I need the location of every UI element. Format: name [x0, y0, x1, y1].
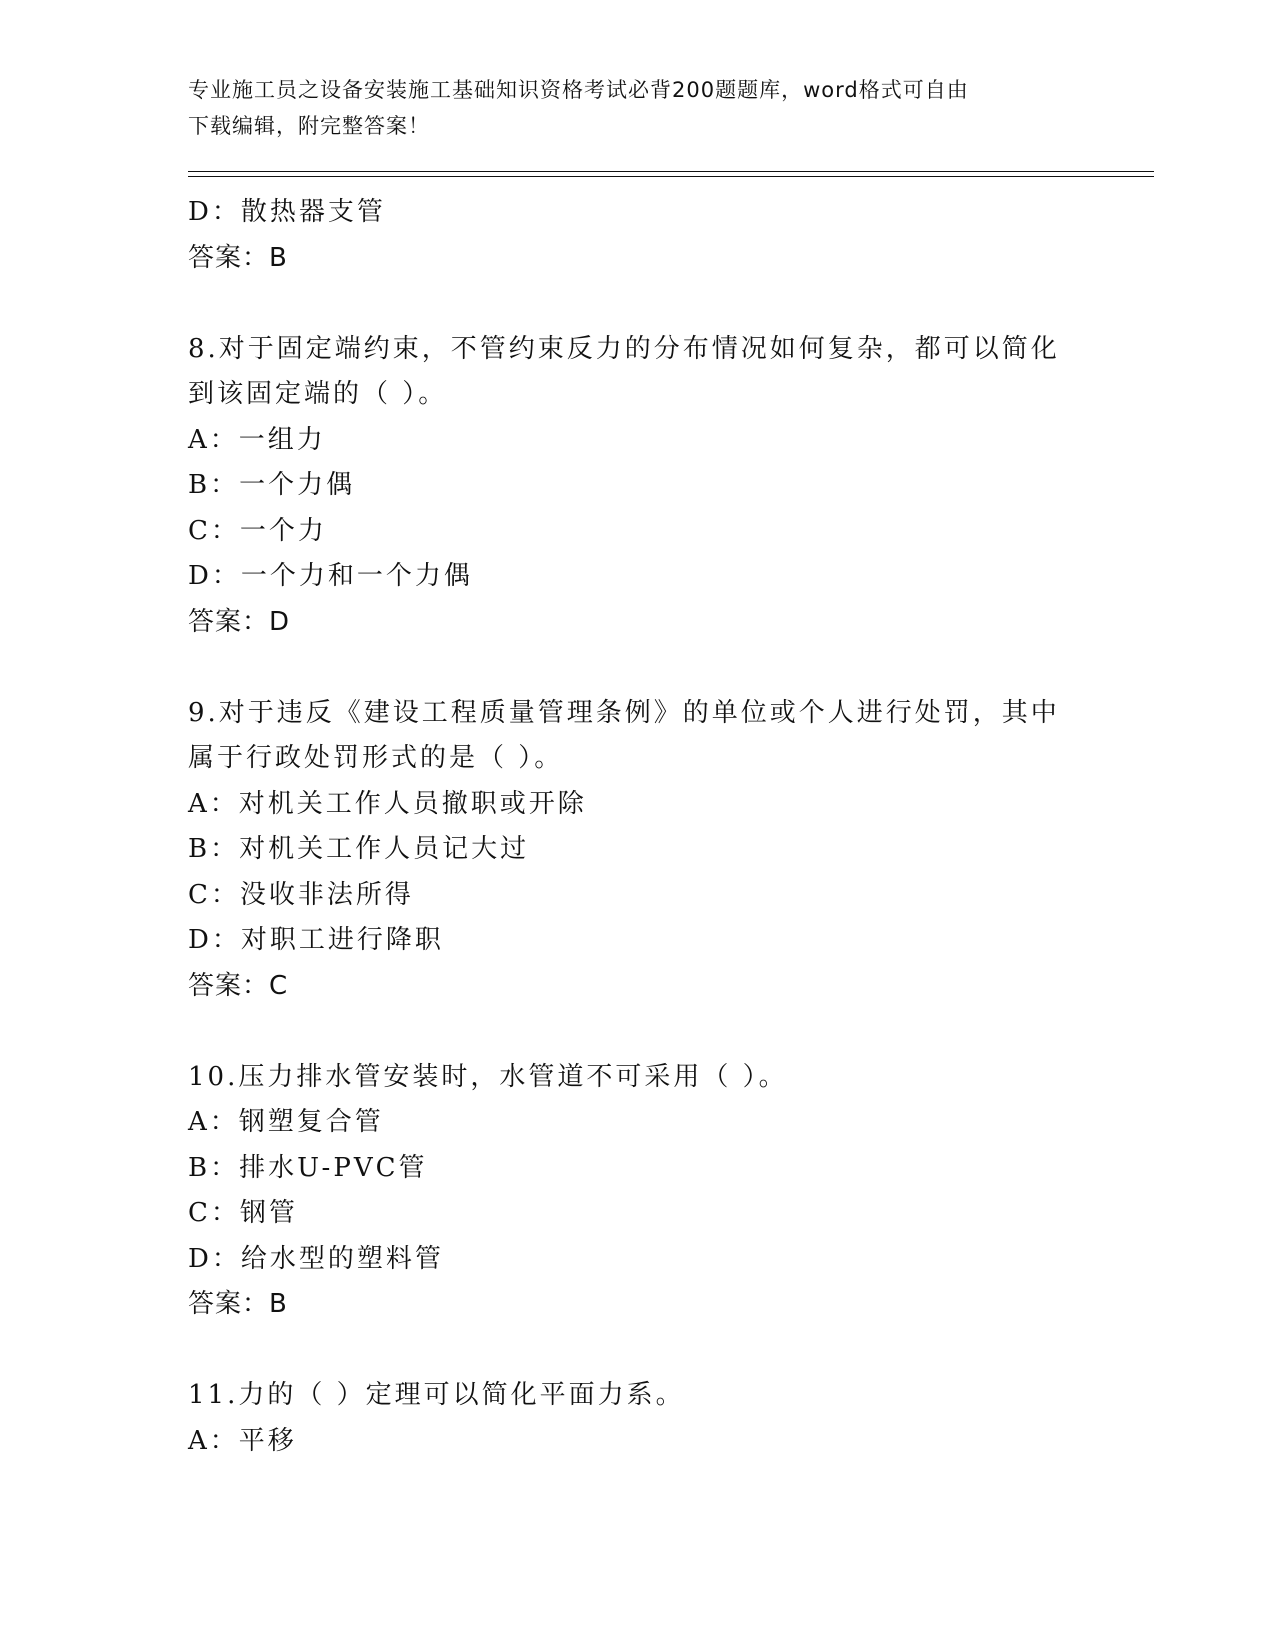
option-d: D：一个力和一个力偶: [188, 561, 473, 591]
question-7-tail: [188, 190, 1088, 281]
question-stem: 8.对于固定端约束，不管约束反力的分布情况如何复杂，都可以简化: [188, 333, 1060, 364]
answer: 答案：D: [188, 606, 291, 637]
option-a: A：对机关工作人员撤职或开除: [188, 788, 587, 819]
option-d: D：给水型的塑料管: [188, 1243, 444, 1274]
question-stem: 9.对于违反《建设工程质量管理条例》的单位或个人进行处罚，其中: [188, 697, 1060, 728]
option-b: B：对机关工作人员记大过: [188, 834, 530, 864]
question-8: [188, 327, 1088, 646]
header-rule-top: [188, 171, 1154, 172]
answer: 答案：B: [188, 242, 288, 273]
option-d: D：对职工进行降职: [188, 925, 444, 955]
option-b: B：一个力偶: [188, 470, 356, 500]
question-stem-continued: 到该固定端的（ ）。: [188, 379, 448, 409]
header-rule-bottom: [188, 176, 1154, 177]
question-11: [188, 1373, 1088, 1464]
answer: 答案：B: [188, 1289, 288, 1319]
answer: 答案：C: [188, 970, 289, 1001]
question-stem: 10.压力排水管安装时，水管道不可采用（ ）。: [188, 1061, 788, 1092]
question-stem-continued: 属于行政处罚形式的是（ ）。: [188, 743, 564, 773]
option-a: A：一组力: [188, 424, 326, 455]
option-b: B：排水U-PVC管: [188, 1152, 428, 1183]
question-list: [188, 190, 1088, 1464]
header-line-1: 专业施工员之设备安装施工基础知识资格考试必背200题题库，word格式可自由: [188, 78, 969, 102]
question-10: [188, 1055, 1088, 1328]
header-line-2: 下载编辑，附完整答案！: [188, 114, 430, 138]
option-a: A：钢塑复合管: [188, 1107, 384, 1137]
option-d: D：散热器支管: [188, 197, 386, 227]
document-header: [188, 72, 1088, 144]
option-c: C：没收非法所得: [188, 879, 414, 910]
question-9: [188, 691, 1088, 1010]
option-a: A：平移: [188, 1425, 297, 1456]
option-c: C：钢管: [188, 1198, 298, 1228]
question-stem: 11.力的（ ）定理可以简化平面力系。: [188, 1380, 685, 1410]
option-c: C：一个力: [188, 515, 327, 546]
